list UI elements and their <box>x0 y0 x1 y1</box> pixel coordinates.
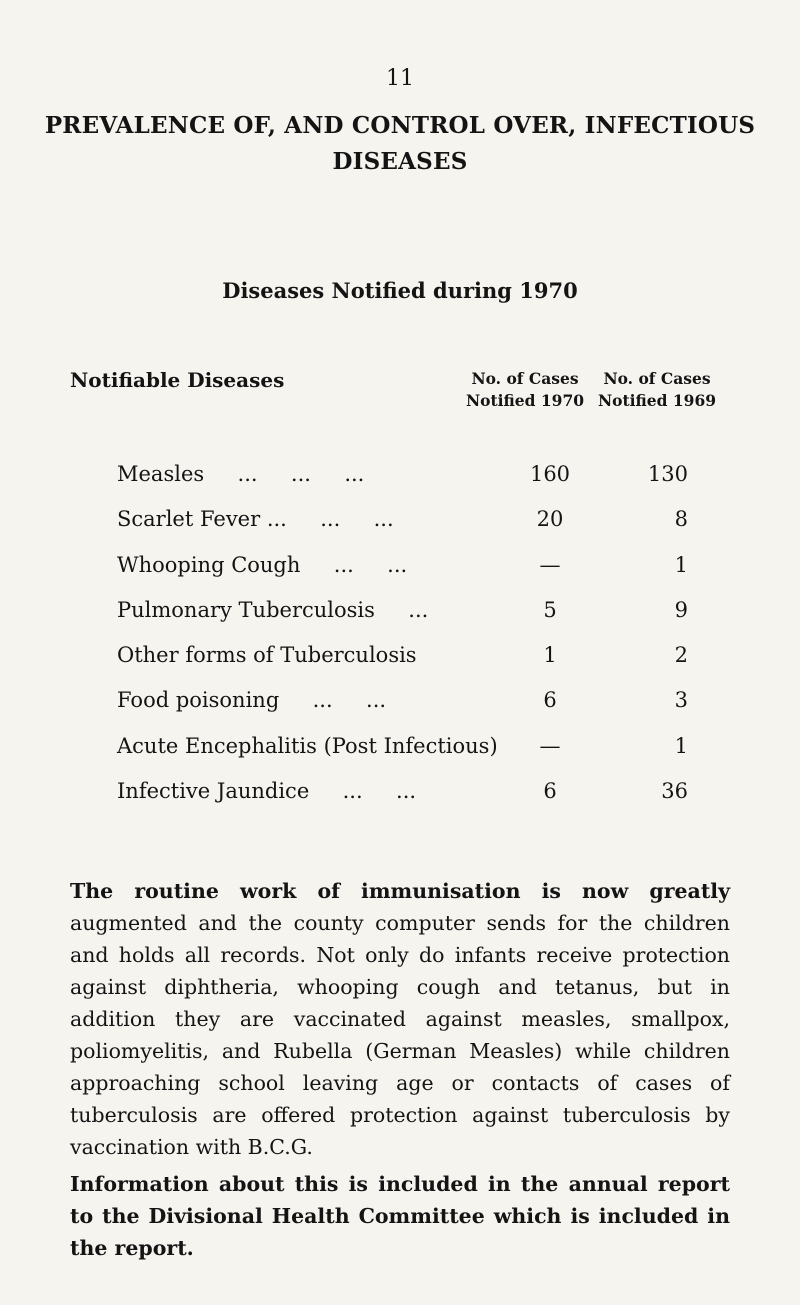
table-row <box>0 553 800 598</box>
cases-1970: 5 <box>543 597 557 622</box>
cases-1969: 36 <box>661 779 688 804</box>
disease-name: Whooping Cough ... ... <box>117 552 408 577</box>
disease-name: Food poisoning ... ... <box>117 688 387 713</box>
cases-1970: 1 <box>543 643 557 668</box>
paragraph-body: augmented and the county computer sends for the children and holds all records. Not only do infants receive protection against diphtheria, whooping cough and tetanus, but in addition they are vaccinated against measles, smallpox, poliomyelitis, and Rubella (German Measles) while children approaching school leaving age or contacts of cases of tuberculosis are offered protection against tuberculosis by vaccination with B.C.G. <box>70 911 730 1159</box>
column-header-1969: No. of Cases Notified 1969 <box>597 369 717 410</box>
cases-1970: 20 <box>536 507 564 532</box>
column-header-disease: Notifiable Diseases <box>70 368 285 392</box>
table-row <box>0 688 800 733</box>
cases-1970: 6 <box>543 779 557 804</box>
disease-name: Other forms of Tuberculosis <box>117 643 417 668</box>
disease-name: Measles ... ... ... <box>117 462 365 486</box>
page-title: PREVALENCE OF, AND CONTROL OVER, INFECTIOUS DISEASES <box>44 112 756 175</box>
disease-name: Acute Encephalitis (Post Infectious) <box>117 733 498 758</box>
cases-1969: 1 <box>674 733 688 758</box>
disease-name: Infective Jaundice ... ... <box>117 779 417 804</box>
information-paragraph: Information about this is included in the annual report to the Divisional Health Committee which is included in the report. <box>70 1172 730 1260</box>
cases-1969: 9 <box>674 597 688 622</box>
disease-name: Scarlet Fever ... ... ... <box>117 507 394 532</box>
table-subtitle: Diseases Notified during 1970 <box>222 278 578 303</box>
page-number: 11 <box>386 66 414 91</box>
table-row <box>0 734 800 779</box>
paragraph-lead: The routine work of immunisation is now greatly <box>70 879 730 903</box>
table-row <box>0 507 800 552</box>
disease-name: Pulmonary Tuberculosis ... <box>117 597 429 622</box>
cases-1970: 160 <box>529 462 571 486</box>
cases-1969: 130 <box>647 462 688 486</box>
table-row <box>0 779 800 824</box>
table-row <box>0 462 800 507</box>
disease-table <box>0 462 800 824</box>
cases-1969: 3 <box>674 688 688 713</box>
cases-1969: 1 <box>674 552 688 577</box>
cases-1969: 2 <box>674 643 688 668</box>
cases-1970: — <box>539 552 561 577</box>
table-row <box>0 643 800 688</box>
table-row <box>0 598 800 643</box>
cases-1970: 6 <box>543 688 557 713</box>
cases-1969: 8 <box>674 507 688 532</box>
column-header-1970: No. of Cases Notified 1970 <box>465 369 585 410</box>
cases-1970: — <box>539 733 561 758</box>
immunisation-paragraph <box>70 875 730 1163</box>
